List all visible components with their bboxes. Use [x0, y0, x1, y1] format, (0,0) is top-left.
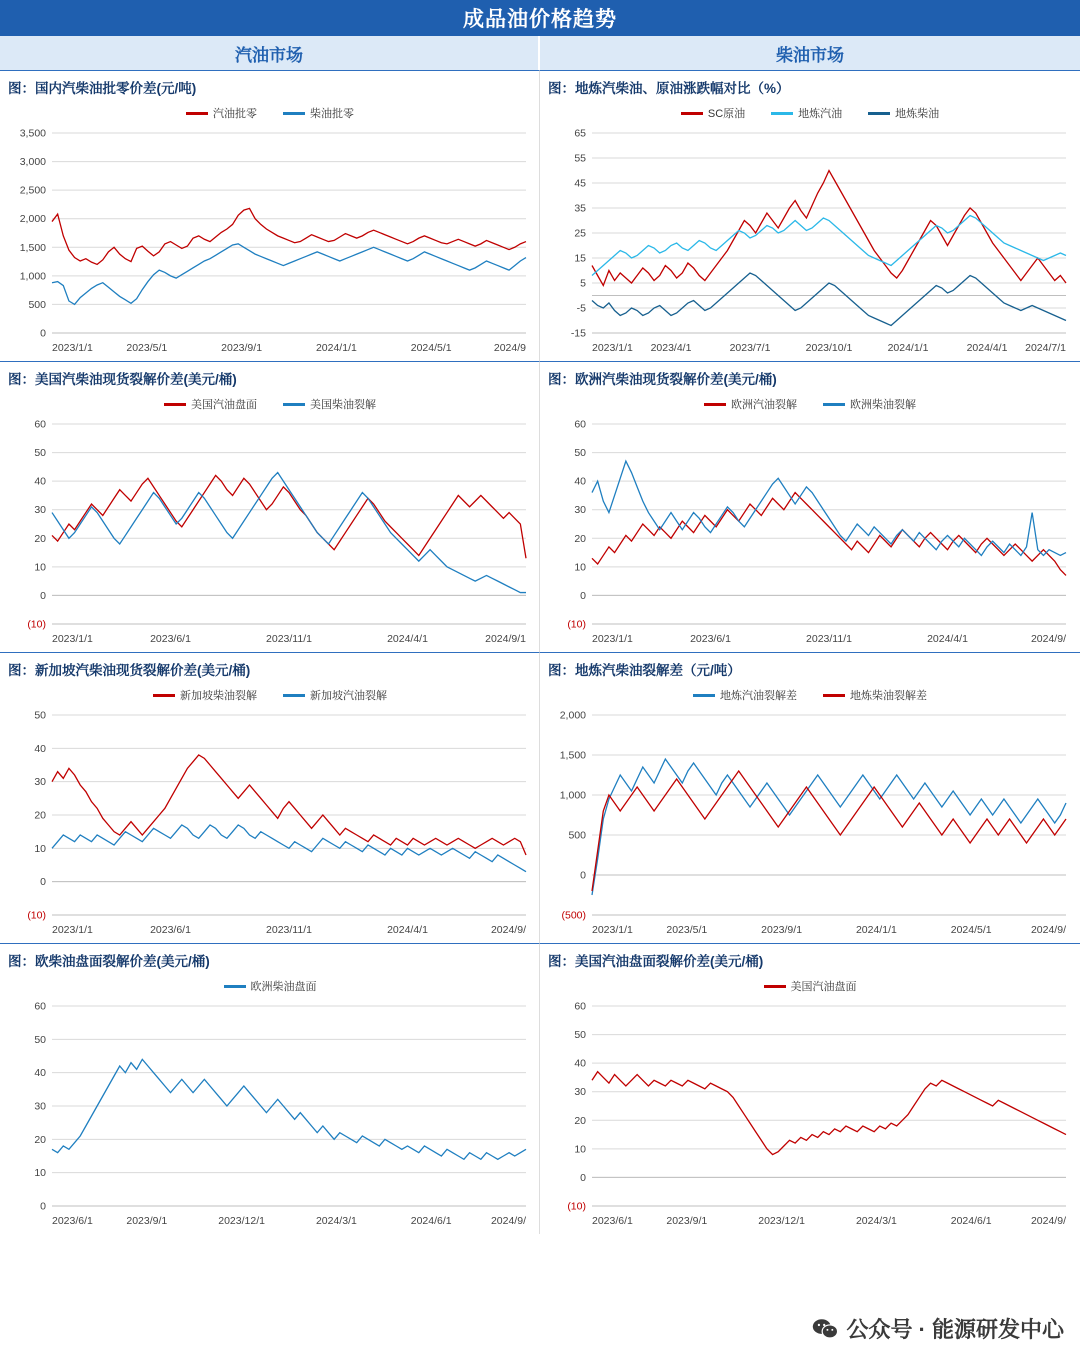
svg-text:0: 0 [40, 1200, 46, 1213]
svg-text:0: 0 [40, 876, 46, 889]
legend-label: 地炼汽油 [798, 108, 843, 120]
svg-text:2023/1/1: 2023/1/1 [592, 342, 633, 354]
svg-text:0: 0 [580, 589, 586, 602]
chart-title: 图：美国汽油盘面裂解价差(美元/桶) [548, 954, 764, 969]
chart-plot [0, 390, 540, 650]
legend-label: SC原油 [707, 108, 746, 120]
svg-text:25: 25 [574, 227, 586, 240]
svg-text:65: 65 [574, 127, 586, 140]
svg-text:3,000: 3,000 [19, 156, 46, 169]
svg-text:2023/6/1: 2023/6/1 [52, 1215, 93, 1227]
svg-text:10: 10 [34, 1167, 46, 1180]
svg-text:50: 50 [34, 1033, 46, 1046]
svg-text:30: 30 [34, 1100, 46, 1113]
series-line [52, 755, 526, 855]
svg-text:(10): (10) [27, 618, 46, 631]
watermark-text: 公众号 · 能源研发中心 [846, 1317, 1064, 1342]
svg-text:1,000: 1,000 [19, 270, 46, 283]
svg-text:30: 30 [34, 504, 46, 517]
svg-text:0: 0 [580, 1171, 586, 1184]
svg-text:2024/9: 2024/9 [493, 342, 526, 354]
chart-cell-c5 [0, 652, 540, 943]
svg-text:20: 20 [34, 1133, 46, 1146]
svg-text:2024/3/1: 2024/3/1 [315, 1215, 357, 1227]
svg-text:2023/4/1: 2023/4/1 [650, 342, 692, 354]
market-tabs [0, 36, 1080, 70]
svg-text:1,000: 1,000 [559, 789, 586, 802]
wechat-icon [812, 1318, 838, 1340]
svg-text:(500): (500) [561, 909, 586, 922]
chart-plot [540, 681, 1080, 941]
svg-text:30: 30 [574, 1086, 586, 1099]
svg-text:2024/1/1: 2024/1/1 [315, 342, 357, 354]
svg-text:20: 20 [34, 532, 46, 545]
svg-text:2024/9/: 2024/9/ [490, 924, 526, 936]
chart-cell-c2 [540, 70, 1080, 361]
svg-text:2,500: 2,500 [19, 184, 46, 197]
svg-text:30: 30 [34, 776, 46, 789]
svg-text:50: 50 [34, 447, 46, 460]
tab-diesel-market[interactable]: 柴油市场 [540, 36, 1080, 70]
chart-cell-c4 [540, 361, 1080, 652]
svg-text:2023/11/1: 2023/11/1 [266, 633, 312, 645]
svg-text:2024/9/: 2024/9/ [1030, 1215, 1066, 1227]
svg-text:60: 60 [34, 418, 46, 431]
svg-text:50: 50 [574, 447, 586, 460]
svg-text:(10): (10) [567, 1200, 586, 1213]
svg-text:20: 20 [34, 809, 46, 822]
svg-text:500: 500 [28, 298, 46, 311]
chart-svg [540, 681, 1080, 941]
svg-text:40: 40 [574, 1057, 586, 1070]
svg-text:2023/6/1: 2023/6/1 [690, 633, 731, 645]
svg-text:2024/6/1: 2024/6/1 [410, 1215, 452, 1227]
svg-text:2024/5/1: 2024/5/1 [950, 924, 992, 936]
svg-text:2024/7/1: 2024/7/1 [1025, 342, 1066, 354]
series-line [52, 475, 526, 558]
svg-text:10: 10 [574, 1143, 586, 1156]
legend-label: 新加坡汽油裂解 [310, 690, 387, 702]
chart-title: 图：国内汽柴油批零价差(元/吨) [8, 81, 197, 96]
svg-text:2024/4/1: 2024/4/1 [966, 342, 1008, 354]
chart-title: 图：欧柴油盘面裂解价差(美元/桶) [8, 954, 210, 969]
svg-text:10: 10 [34, 842, 46, 855]
chart-plot [0, 972, 540, 1232]
svg-text:2023/1/1: 2023/1/1 [52, 633, 93, 645]
chart-title: 图：地炼汽柴油裂解差（元/吨） [548, 663, 741, 678]
svg-text:2024/6/1: 2024/6/1 [950, 1215, 992, 1227]
chart-plot [540, 972, 1080, 1232]
page-title: 成品油价格趋势 [0, 0, 1080, 36]
svg-text:2023/6/1: 2023/6/1 [592, 1215, 633, 1227]
svg-text:2024/9/: 2024/9/ [1030, 633, 1066, 645]
svg-text:-15: -15 [570, 327, 586, 340]
svg-text:2023/5/1: 2023/5/1 [666, 924, 708, 936]
svg-text:2023/1/1: 2023/1/1 [592, 924, 633, 936]
svg-text:35: 35 [574, 202, 586, 215]
series-line [592, 771, 1066, 891]
svg-text:2023/7/1: 2023/7/1 [729, 342, 771, 354]
svg-text:2024/5/1: 2024/5/1 [410, 342, 452, 354]
svg-text:(10): (10) [27, 909, 46, 922]
svg-text:500: 500 [568, 829, 586, 842]
series-line [52, 208, 526, 264]
svg-text:2023/9/1: 2023/9/1 [221, 342, 263, 354]
legend-label: 欧洲柴油裂解 [850, 399, 916, 411]
svg-text:2023/12/1: 2023/12/1 [218, 1215, 265, 1227]
series-line [52, 244, 526, 305]
svg-text:40: 40 [34, 475, 46, 488]
legend-label: 地炼柴油裂解差 [850, 690, 927, 702]
chart-svg [540, 99, 1080, 359]
svg-text:50: 50 [34, 709, 46, 722]
svg-text:20: 20 [574, 532, 586, 545]
chart-svg [540, 390, 1080, 650]
svg-text:60: 60 [34, 1000, 46, 1013]
series-line [592, 273, 1066, 326]
svg-text:2023/11/1: 2023/11/1 [806, 633, 852, 645]
legend-label: 美国汽油盘面 [790, 981, 857, 993]
legend-label: 欧洲柴油盘面 [250, 981, 317, 993]
svg-text:15: 15 [574, 252, 586, 265]
svg-text:2023/9/1: 2023/9/1 [126, 1215, 168, 1227]
svg-text:0: 0 [40, 327, 46, 340]
svg-text:55: 55 [574, 152, 586, 165]
svg-text:2024/9/: 2024/9/ [490, 1215, 526, 1227]
svg-text:10: 10 [574, 561, 586, 574]
chart-cell-c7 [0, 943, 540, 1234]
svg-text:2024/9/1: 2024/9/1 [485, 633, 526, 645]
svg-text:2023/11/1: 2023/11/1 [266, 924, 312, 936]
svg-text:2,000: 2,000 [559, 709, 586, 722]
chart-title: 图：美国汽柴油现货裂解价差(美元/桶) [8, 372, 237, 387]
svg-text:45: 45 [574, 177, 586, 190]
svg-text:2024/3/1: 2024/3/1 [855, 1215, 897, 1227]
chart-cell-c1 [0, 70, 540, 361]
legend-label: 柴油批零 [310, 108, 354, 120]
svg-text:20: 20 [574, 1114, 586, 1127]
chart-title: 图：新加坡汽柴油现货裂解价差(美元/桶) [8, 663, 251, 678]
chart-plot [540, 390, 1080, 650]
legend-label: 地炼汽油裂解差 [720, 690, 797, 702]
svg-text:2023/9/1: 2023/9/1 [761, 924, 803, 936]
svg-text:50: 50 [574, 1029, 586, 1042]
series-line [592, 461, 1066, 555]
chart-plot [540, 99, 1080, 359]
legend-label: 欧洲汽油裂解 [731, 399, 797, 411]
svg-text:2024/4/1: 2024/4/1 [387, 633, 428, 645]
svg-text:30: 30 [574, 504, 586, 517]
svg-text:-5: -5 [576, 302, 586, 315]
svg-text:5: 5 [580, 277, 586, 290]
svg-text:60: 60 [574, 418, 586, 431]
svg-text:2023/5/1: 2023/5/1 [126, 342, 168, 354]
svg-text:(10): (10) [567, 618, 586, 631]
svg-text:2023/1/1: 2023/1/1 [52, 342, 93, 354]
chart-svg [0, 99, 540, 359]
svg-text:0: 0 [40, 589, 46, 602]
series-line [592, 493, 1066, 576]
svg-text:2023/10/1: 2023/10/1 [805, 342, 853, 354]
svg-text:2023/9/1: 2023/9/1 [666, 1215, 708, 1227]
tab-gasoline-market[interactable]: 汽油市场 [0, 36, 540, 70]
chart-grid [0, 70, 1080, 1234]
series-line [592, 1072, 1066, 1155]
svg-text:2023/6/1: 2023/6/1 [150, 633, 191, 645]
svg-text:3,500: 3,500 [19, 127, 46, 140]
chart-plot [0, 99, 540, 359]
chart-svg [0, 972, 540, 1232]
svg-text:40: 40 [574, 475, 586, 488]
svg-text:40: 40 [34, 1067, 46, 1080]
svg-text:2024/9/: 2024/9/ [1030, 924, 1066, 936]
svg-text:2023/12/1: 2023/12/1 [758, 1215, 805, 1227]
legend-label: 新加坡柴油裂解 [180, 690, 257, 702]
svg-text:2024/1/1: 2024/1/1 [855, 924, 897, 936]
legend-label: 汽油批零 [213, 108, 257, 120]
svg-text:2023/6/1: 2023/6/1 [150, 924, 191, 936]
series-line [52, 1059, 526, 1159]
chart-cell-c3 [0, 361, 540, 652]
legend-label: 美国汽油盘面 [191, 399, 257, 411]
chart-plot [0, 681, 540, 941]
series-line [592, 171, 1066, 286]
chart-title: 图：地炼汽柴油、原油涨跌幅对比（%） [548, 81, 790, 96]
legend-label: 地炼柴油 [895, 108, 940, 120]
svg-text:2,000: 2,000 [19, 213, 46, 226]
chart-svg [540, 972, 1080, 1232]
svg-text:0: 0 [580, 869, 586, 882]
svg-text:40: 40 [34, 742, 46, 755]
svg-text:2024/4/1: 2024/4/1 [387, 924, 428, 936]
svg-text:10: 10 [34, 561, 46, 574]
watermark [812, 1313, 1064, 1344]
svg-text:2023/1/1: 2023/1/1 [52, 924, 93, 936]
svg-text:1,500: 1,500 [559, 749, 586, 762]
svg-text:60: 60 [574, 1000, 586, 1013]
chart-svg [0, 681, 540, 941]
chart-cell-c8 [540, 943, 1080, 1234]
svg-text:1,500: 1,500 [19, 241, 46, 254]
chart-cell-c6 [540, 652, 1080, 943]
svg-text:2024/1/1: 2024/1/1 [887, 342, 929, 354]
legend-label: 美国柴油裂解 [310, 399, 376, 411]
chart-svg [0, 390, 540, 650]
svg-text:2023/1/1: 2023/1/1 [592, 633, 633, 645]
series-line [52, 473, 526, 593]
chart-title: 图：欧洲汽柴油现货裂解价差(美元/桶) [548, 372, 777, 387]
svg-text:2024/4/1: 2024/4/1 [927, 633, 968, 645]
